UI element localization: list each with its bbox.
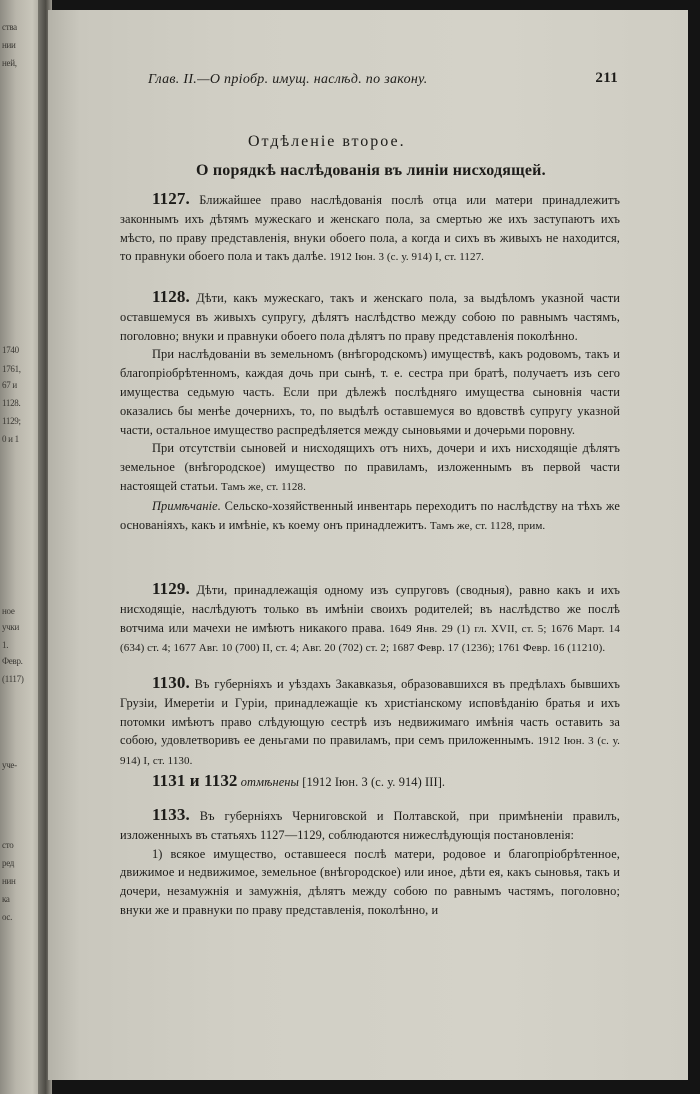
article-1128 [120,288,620,535]
article-1131-1132 [120,772,620,792]
page-number: 211 [595,70,618,86]
article-number: 1133. [152,805,190,824]
left-page-fragment: 1761, [2,364,21,374]
article-text: Дѣти, принадлежащія одному изъ супруговъ (сводныя), равно какъ и ихъ нисходящіе, наслѣдуютъ только въ имѣніи своихъ родителей; въ наслѣдство же послѣ вотчима или мачехи не имѣютъ никакого права. [120,583,620,635]
subsection-title: О порядкѣ наслѣдованія въ линіи нисходящей. [196,162,546,179]
right-page [48,10,688,1080]
article-1133 [120,806,620,920]
left-page-fragment: 1129; [2,416,21,426]
article-source: 1649 Янв. 29 (1) гл. XVII, ст. 5; 1676 Март. 14 (634) ст. 4; 1677 Авг. 10 (700) II, ст. 4; Авг. 20 (702) ст. 2; 1687 Февр. 17 (1236); 1761 Февр. 16 (11210). [120,622,620,655]
left-page-fragment: Февр. [2,656,23,666]
left-page-fragment: 1. [2,640,9,650]
article-number: 1131 и 1132 [152,771,238,790]
left-page-fragment: нин [2,876,16,886]
left-page-fragment: сто [2,840,14,850]
article-number: 1127. [152,189,190,208]
left-page-fragment: ред [2,858,15,868]
left-page-fragment: учки [2,622,20,632]
section-title: Отдѣленіе второе. [248,133,406,150]
article-source: 1912 Іюн. 3 (с. у. 914) I, ст. 1130. [120,735,620,768]
article-paragraph: При отсутствіи сыновей и нисходящихъ отъ нихъ, дочери и ихъ нисходящіе дѣлятъ земельное (внѣгородское) имущество по правиламъ, изложеннымъ въ первой части настоящей статьи. [120,441,620,493]
article-source: [1912 Іюн. 3 (с. у. 914) III]. [299,775,446,789]
left-page-fragment: ос. [2,912,13,922]
article-number: 1129. [152,579,190,598]
article-number: 1128. [152,287,190,306]
left-page-fragment: ней, [2,58,17,68]
note-source: Тамъ же, ст. 1128, прим. [426,519,546,532]
left-page-fragment: ства [2,22,17,32]
left-page-fragment: нии [2,40,16,50]
article-1129 [120,580,620,658]
left-page-fragment: ка [2,894,10,904]
article-source: Тамъ же, ст. 1128. [218,480,306,493]
note-text: Сельско-хозяйственный инвентарь переходитъ по наслѣдству на тѣхъ же основаніяхъ, какъ и имѣніе, къ коему онъ принадлежитъ. [120,498,620,532]
left-page-fragment: 1740 [2,345,19,355]
running-head-title: Глав. II.—О пріобр. имущ. наслѣд. по закону. [148,72,428,87]
article-text: Дѣти, какъ мужескаго, такъ и женскаго пола, за выдѣломъ указной части оставшемуся въ живыхъ супругу, дѣлятъ наслѣдство между собою по равнымъ частямъ, поголовно; внуки и правнуки обоего пола дѣлятъ по праву представленія поколѣнно. [120,291,620,343]
left-page-fragment: ное [2,606,15,616]
article-number: 1130. [152,673,190,692]
article-text: Въ губерніяхъ и уѣздахъ Закавказья, образовавшихся въ предѣлахъ бывшихъ Грузіи, Имеретіи и Гуріи, принадлежащіе къ христіанскому исповѣданію братья и ихъ потомки имѣютъ право слѣдующую сестрѣ изъ недвижимаго имѣнія часть оставить за собою, удовлетворивъ ее деньгами по правиламъ, при семъ приложеннымъ. [120,677,620,748]
article-text: отмѣнены [237,775,300,789]
left-page-fragment: 1128. [2,398,21,408]
left-page-fragment: (1117) [2,674,24,684]
left-page-fragment: уче- [2,760,17,770]
article-text: Въ губерніяхъ Черниговской и Полтавской, при примѣненіи правилъ, изложенныхъ въ статьяхъ 1127—1129, соблюдаются нижеслѣдующія постановленія: [120,809,620,842]
left-page-fragment: 67 и [2,380,17,390]
article-1130 [120,674,620,771]
article-paragraph: При наслѣдованіи въ земельномъ (внѣгородскомъ) имуществѣ, какъ родовомъ, такъ и благопріобрѣтенномъ, каждая дочь при сынѣ, т. е. сестра при братѣ, получаетъ изъ сего имущества седьмую часть. Если при дѣлежѣ послѣдняго имущества сыновнія части оказались бы менѣе дочернихъ, то, по выдѣлѣ оставшемуся во вдовствѣ супругу указной части, остальное имущество распредѣляется между сыновьями и дочерьми поровну. [120,347,620,437]
note-label: Примѣчаніе. [152,498,221,513]
running-head [148,72,618,88]
left-page-fragment: 0 и 1 [2,434,19,444]
article-item: 1) всякое имущество, оставшееся послѣ матери, родовое и благопріобрѣтенное, движимое и недвижимое, земельное (внѣгородское) или иное, дѣти ея, какъ сыновья, такъ и дочери, незамужнія и замужнія, дѣлятъ между собою по равнымъ частямъ, поголовно; внуки же и правнуки по праву представленія, поколѣнно, и [120,846,620,917]
article-text: Ближайшее право наслѣдованія послѣ отца или матери принадлежитъ законнымъ ихъ дѣтямъ мужескаго и женскаго пола, за смертью же ихъ заступаютъ ихъ мѣсто, по праву представленія, внуки обоего пола, а когда и сихъ въ живыхъ не находится, то правнуки обоего пола и такъ далѣе. [120,193,620,264]
article-1127 [120,190,620,267]
article-source: 1912 Іюн. 3 (с. у. 914) I, ст. 1127. [326,251,485,264]
